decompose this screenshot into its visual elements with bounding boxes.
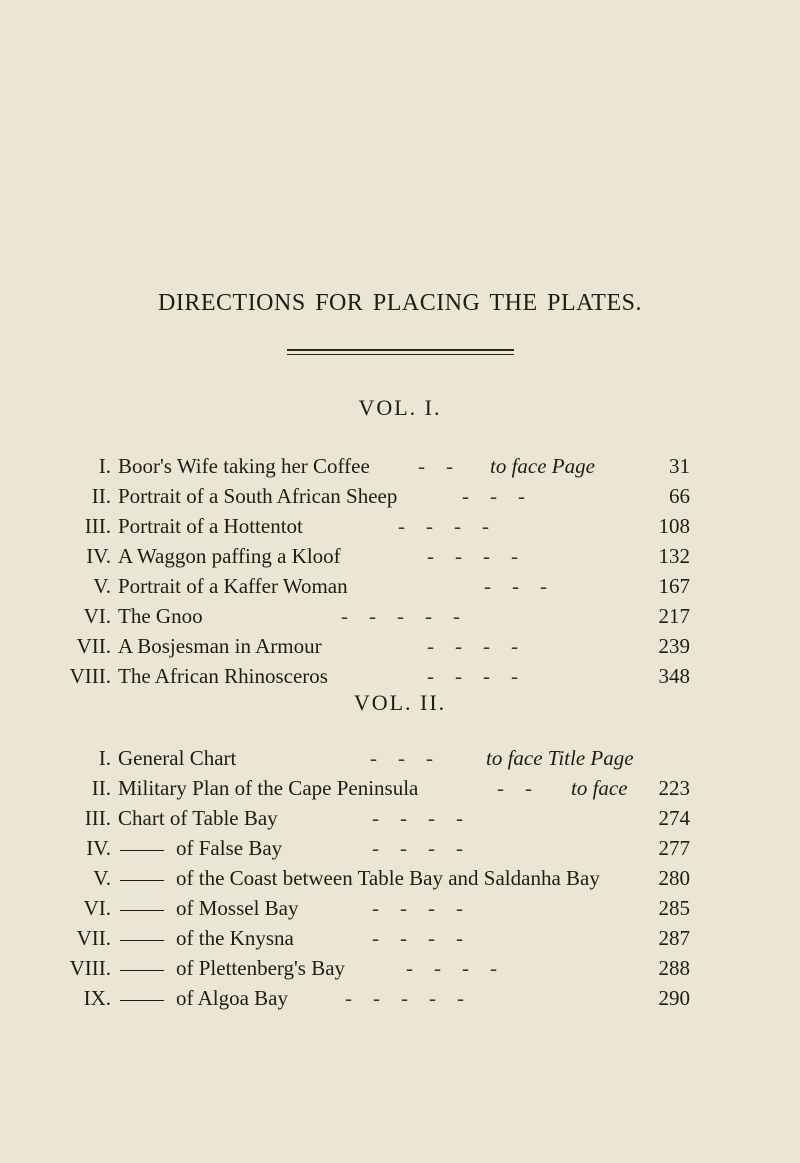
plate-row <box>0 983 800 1013</box>
page-number: 277 <box>658 836 690 860</box>
page-number: 280 <box>658 866 690 890</box>
ditto-dash <box>120 970 164 971</box>
plate-title: Military Plan of the Cape Peninsula <box>118 776 419 800</box>
leader-dashes: - - - - <box>427 634 518 658</box>
plate-numeral: IV. <box>86 836 111 860</box>
plate-title-text: of the Coast between Table Bay and Saldanha Bay <box>176 866 600 890</box>
leader-dashes: - - - - <box>427 544 518 568</box>
placement-note: to face Page <box>490 454 595 478</box>
placement-note: to face Title Page <box>486 746 634 770</box>
ditto-dash <box>120 850 164 851</box>
plate-title: Boor's Wife taking her Coffee <box>118 454 370 478</box>
plate-row <box>0 571 800 601</box>
ditto-dash <box>120 1000 164 1001</box>
leader-dashes: - - - <box>462 484 525 508</box>
page-number: 108 <box>658 514 690 538</box>
leader-dashes: - - <box>497 776 532 800</box>
plate-title <box>118 863 600 893</box>
plate-title: Portrait of a Kaffer Woman <box>118 574 348 598</box>
leader-dashes: - - - - <box>372 926 463 950</box>
plate-numeral: VIII. <box>69 664 111 688</box>
plate-title: The Gnoo <box>118 604 203 628</box>
page-number: 288 <box>658 956 690 980</box>
page-number: 239 <box>658 634 690 658</box>
plate-title: The African Rhinosceros <box>118 664 328 688</box>
plate-title-text: of False Bay <box>176 836 283 860</box>
plate-title <box>118 833 282 863</box>
plate-row <box>0 451 800 481</box>
ditto-dash <box>120 880 164 881</box>
page-number: 66 <box>669 484 690 508</box>
plate-numeral: VI. <box>83 896 111 920</box>
plate-numeral: V. <box>93 866 111 890</box>
plate-numeral: III. <box>84 806 111 830</box>
plate-numeral: VIII. <box>69 956 111 980</box>
plate-numeral: II. <box>91 776 111 800</box>
page-number: 31 <box>669 454 690 478</box>
plate-row <box>0 481 800 511</box>
plate-row <box>0 863 800 893</box>
volume-1-heading: VOL. I. <box>358 395 442 420</box>
plate-row <box>0 803 800 833</box>
leader-dashes: - - - - <box>372 806 463 830</box>
plate-title: General Chart <box>118 746 237 770</box>
ditto-dash <box>120 940 164 941</box>
leader-dashes: - - <box>418 454 453 478</box>
plate-title: Portrait of a Hottentot <box>118 514 303 538</box>
leader-dashes: - - - - - <box>345 986 464 1010</box>
plate-title <box>118 893 299 923</box>
plate-title-text: of the Knysna <box>176 926 294 950</box>
plate-row <box>0 661 800 691</box>
plate-row <box>0 773 800 803</box>
page-number: 167 <box>658 574 690 598</box>
title-rule <box>287 349 514 351</box>
plate-title <box>118 953 345 983</box>
plate-numeral: II. <box>91 484 111 508</box>
plate-row <box>0 601 800 631</box>
plate-title-text: of Plettenberg's Bay <box>176 956 346 980</box>
plate-row <box>0 893 800 923</box>
page-number: 348 <box>658 664 690 688</box>
plate-title-text: of Algoa Bay <box>176 986 288 1010</box>
plate-title: Chart of Table Bay <box>118 806 278 830</box>
plate-title: Portrait of a South African Sheep <box>118 484 398 508</box>
page-number: 217 <box>658 604 690 628</box>
leader-dashes: - - - - <box>427 664 518 688</box>
plate-title <box>118 983 288 1013</box>
plate-numeral: I. <box>98 454 111 478</box>
plate-row <box>0 541 800 571</box>
plate-numeral: VII. <box>76 634 111 658</box>
leader-dashes: - - - - <box>372 836 463 860</box>
leader-dashes: - - - <box>370 746 433 770</box>
plate-row <box>0 511 800 541</box>
page-title: DIRECTIONS FOR PLACING THE PLATES. <box>158 290 642 316</box>
ditto-dash <box>120 910 164 911</box>
leader-dashes: - - - - <box>406 956 497 980</box>
plate-row <box>0 743 800 773</box>
page-number: 290 <box>658 986 690 1010</box>
leader-dashes: - - - - <box>398 514 489 538</box>
placement-note: to face <box>571 776 628 800</box>
plate-numeral: V. <box>93 574 111 598</box>
plate-numeral: VI. <box>83 604 111 628</box>
plate-numeral: IX. <box>83 986 111 1010</box>
plate-row <box>0 833 800 863</box>
page-number: 223 <box>658 776 690 800</box>
leader-dashes: - - - - - <box>341 604 460 628</box>
plate-row <box>0 923 800 953</box>
plate-numeral: VII. <box>76 926 111 950</box>
plate-numeral: I. <box>98 746 111 770</box>
leader-dashes: - - - - <box>372 896 463 920</box>
plate-row <box>0 953 800 983</box>
plate-title: A Bosjesman in Armour <box>118 634 322 658</box>
page-number: 274 <box>658 806 690 830</box>
volume-2-heading: VOL. II. <box>353 690 447 715</box>
plate-numeral: IV. <box>86 544 111 568</box>
plate-title-text: of Mossel Bay <box>176 896 299 920</box>
page-number: 132 <box>658 544 690 568</box>
leader-dashes: - - - <box>484 574 547 598</box>
plate-row <box>0 631 800 661</box>
page-number: 287 <box>658 926 690 950</box>
plate-title: A Waggon paffing a Kloof <box>118 544 341 568</box>
page-number: 285 <box>658 896 690 920</box>
plate-numeral: III. <box>84 514 111 538</box>
plate-title <box>118 923 294 953</box>
